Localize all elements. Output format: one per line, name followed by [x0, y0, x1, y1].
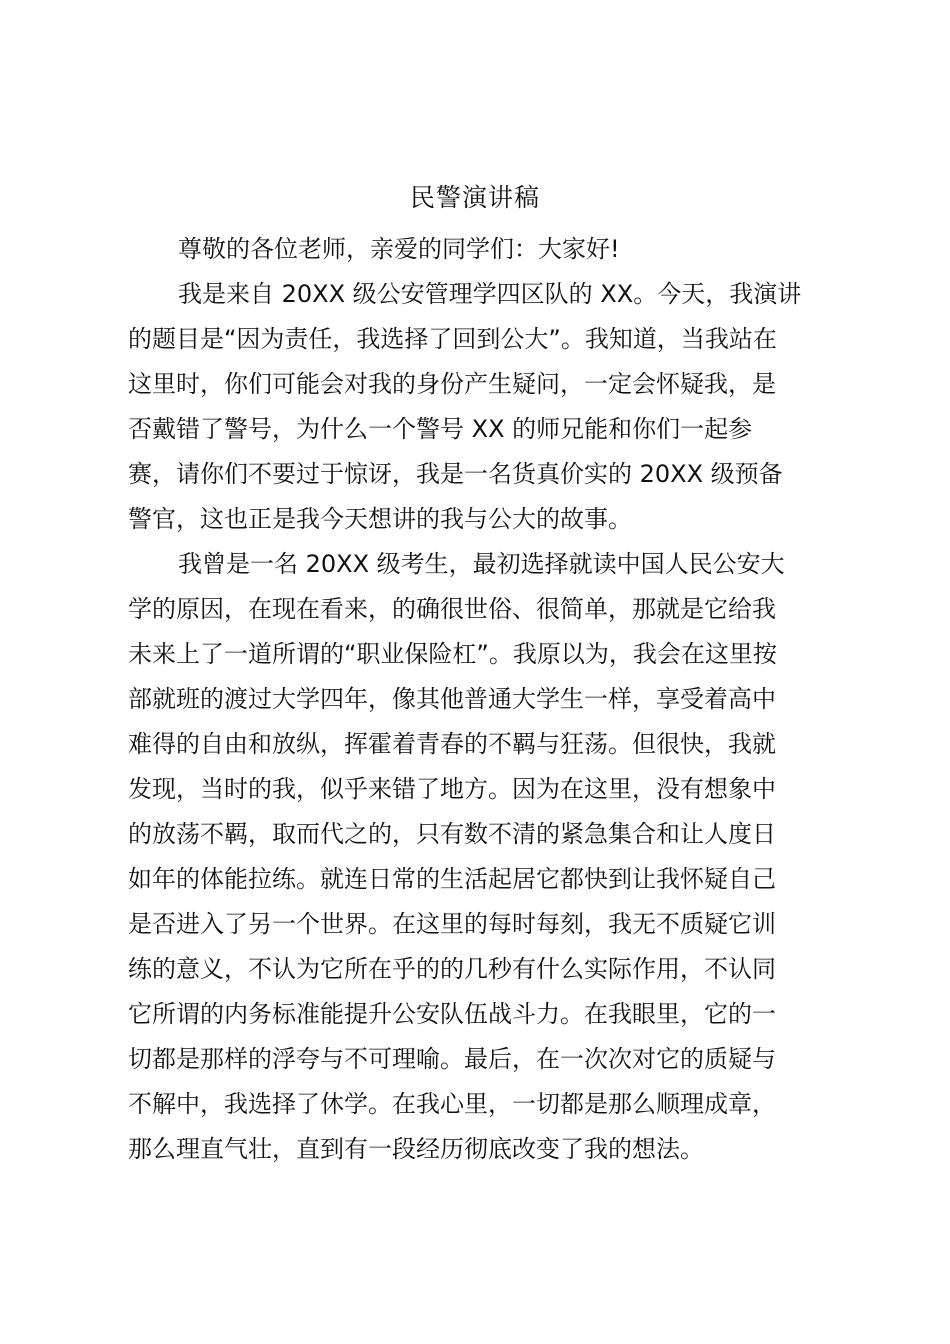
paragraph-line: 学的原因，在现在看来，的确很世俗、很简单，那就是它给我: [128, 595, 776, 623]
paragraph-line: 的题目是“因为责任，我选择了回到公大”。我知道，当我站在: [128, 325, 777, 353]
paragraph-line: 那么理直气壮，直到有一段经历彻底改变了我的想法。: [128, 1135, 704, 1163]
paragraph-line: 难得的自由和放纵，挥霍着青春的不羁与狂荡。但很快，我就: [128, 730, 776, 758]
paragraph-line: 是否进入了另一个世界。在这里的每时每刻，我无不质疑它训: [128, 910, 776, 938]
paragraph-line: 我是来自 20XX 级公安管理学四区队的 XX。今天，我演讲: [178, 280, 802, 308]
paragraph-line: 发现，当时的我，似乎来错了地方。因为在这里，没有想象中: [128, 775, 776, 803]
paragraph-line: 不解中，我选择了休学。在我心里，一切都是那么顺理成章，: [128, 1090, 776, 1118]
paragraph-line: 切都是那样的浮夸与不可理喻。最后，在一次次对它的质疑与: [128, 1045, 776, 1073]
document-title: 民警演讲稿: [409, 183, 540, 212]
paragraph-line: 这里时，你们可能会对我的身份产生疑问，一定会怀疑我，是: [128, 370, 776, 398]
paragraph-line: 部就班的渡过大学四年，像其他普通大学生一样，享受着高中: [128, 685, 776, 713]
paragraph-line: 练的意义，不认为它所在乎的的几秒有什么实际作用，不认同: [128, 955, 776, 983]
paragraph-line: 未来上了一道所谓的“职业保险杠”。我原以为，我会在这里按: [128, 640, 777, 668]
paragraph-line: 否戴错了警号，为什么一个警号 XX 的师兄能和你们一起参: [128, 415, 753, 443]
paragraph-line: 的放荡不羁，取而代之的，只有数不清的紧急集合和让人度日: [128, 820, 776, 848]
paragraph-line: 赛，请你们不要过于惊讶，我是一名货真价实的 20XX 级预备: [128, 460, 783, 488]
greeting-line: 尊敬的各位老师，亲爱的同学们：大家好!: [178, 235, 620, 263]
paragraph-line: 如年的体能拉练。就连日常的生活起居它都快到让我怀疑自己: [128, 865, 776, 893]
paragraph-line: 我曾是一名 20XX 级考生，最初选择就读中国人民公安大: [178, 550, 785, 578]
paragraph-line: 警官，这也正是我今天想讲的我与公大的故事。: [128, 505, 632, 533]
paragraph-line: 它所谓的内务标准能提升公安队伍战斗力。在我眼里，它的一: [128, 1000, 776, 1028]
